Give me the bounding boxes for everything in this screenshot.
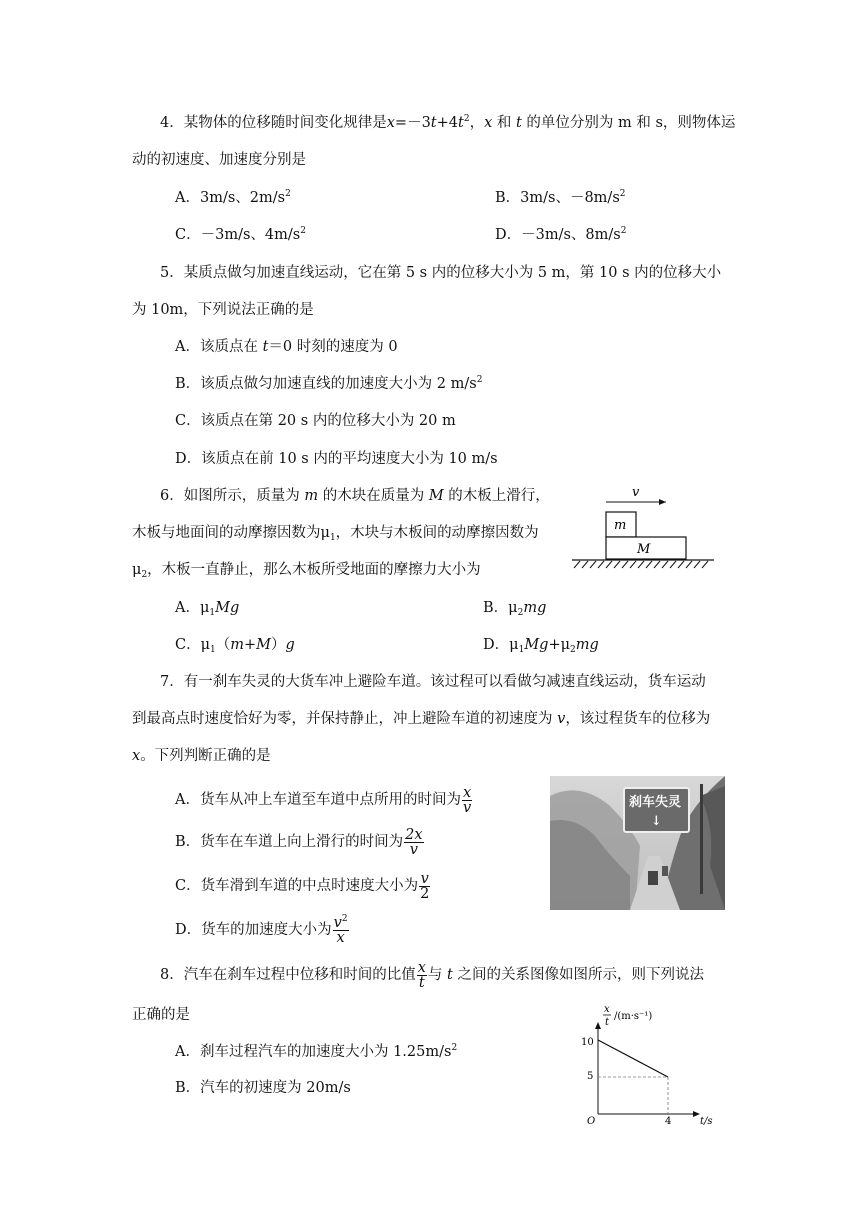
q4-stem-line1 <box>160 113 735 133</box>
block-m-label: m <box>614 518 627 533</box>
q4-option-c[interactable] <box>175 225 306 245</box>
option-text: A．3m/s、2m/s <box>175 190 286 206</box>
q4-option-a[interactable] <box>175 188 291 208</box>
q5-option-c[interactable]: C．该质点在第 20 s 内的位移大小为 20 m <box>175 413 456 429</box>
q6-stem-text: 6．如图所示，质量为 <box>160 488 305 504</box>
option-expr: Mg <box>215 600 240 616</box>
option-expr: mg <box>575 637 599 653</box>
q6-stem-text: 木板与地面间的动摩擦因数为 <box>132 525 321 541</box>
y-tick-5: 5 <box>587 1071 594 1082</box>
option-text: C．－3m/s、4m/s <box>175 227 301 243</box>
option-label: D． <box>483 637 510 653</box>
eq-part: +4 <box>436 115 458 131</box>
option-text: B．货车在车道上向上滑行的时间为 <box>175 834 404 850</box>
q4-option-d[interactable] <box>495 225 626 245</box>
q6-option-d[interactable] <box>483 635 599 655</box>
subscript: 2 <box>141 570 148 580</box>
board-M-label: M <box>637 542 651 557</box>
y-axis-arrow-icon <box>595 1022 601 1029</box>
q6-stem-text: ，木块与木板间的动摩擦因数为 <box>335 525 539 541</box>
mu-symbol: μ <box>509 637 519 653</box>
option-label: C． <box>175 637 201 653</box>
q4-stem-line2: 动的初速度、加速度分别是 <box>132 152 306 168</box>
subscript: 2 <box>517 608 524 618</box>
exponent: 2 <box>451 1043 458 1053</box>
y-axis-unit: /(m·s⁻¹) <box>614 1011 653 1022</box>
velocity-label: v <box>632 485 640 500</box>
t-symbol: t <box>262 339 269 355</box>
numerator: x <box>462 784 472 801</box>
exponent: 2 <box>341 913 348 924</box>
xt-graph <box>570 1000 730 1130</box>
q7-stem-text: 到最高点时速度恰好为零，并保持静止，冲上避险车道的初速度为 <box>132 711 558 727</box>
q7-stem-line1: 7．有一刹车失灵的大货车冲上避险车道。该过程可以看做匀减速直线运动，货车运动 <box>160 674 706 690</box>
numerator: x <box>417 959 426 976</box>
y-frac-den: t <box>605 1017 610 1028</box>
q7-stem-line2 <box>132 709 710 729</box>
q8-option-b[interactable]: B．汽车的初速度为 20m/s <box>175 1080 351 1096</box>
option-text: B．该质点做匀加速直线的加速度大小为 2 m/s <box>175 376 477 392</box>
fraction <box>417 961 427 990</box>
subscript: 2 <box>570 645 576 655</box>
mu-symbol: μ <box>508 600 518 616</box>
option-label: A． <box>175 600 200 616</box>
q5-option-a[interactable] <box>175 337 398 357</box>
q5-stem-line1: 5．某质点做匀加速直线运动，它在第 5 s 内的位移大小为 5 m，第 10 s 内的位移大小 <box>160 265 722 281</box>
q4-stem-text: 和 <box>492 115 516 131</box>
option-text: A．货车从冲上车道至车道中点所用的时间为 <box>175 792 461 808</box>
option-text: ＝0 时刻的速度为 0 <box>268 339 398 355</box>
x-symbol: x <box>132 748 141 764</box>
option-text: A．刹车过程汽车的加速度大小为 1.25m/s <box>175 1044 452 1060</box>
arrow-head-icon <box>659 499 666 505</box>
q7-stem-text: ，该过程货车的位移为 <box>565 711 711 727</box>
option-text: A．该质点在 <box>175 339 263 355</box>
q6-option-a[interactable] <box>175 598 239 618</box>
runaway-ramp-photo <box>550 776 725 910</box>
fraction <box>333 913 349 946</box>
option-expr: mg <box>523 600 547 616</box>
v-symbol: v <box>557 711 566 727</box>
ground-hatching <box>574 561 708 568</box>
subscript: 1 <box>518 645 525 655</box>
eq-t: t <box>458 115 464 131</box>
q7-stem-line3 <box>132 746 271 766</box>
mu-symbol: μ <box>199 600 210 616</box>
subscript: 1 <box>209 608 216 618</box>
y-tick-10: 10 <box>581 1037 594 1048</box>
sign-text: 刹车失灵 <box>629 795 682 810</box>
t-symbol: t <box>515 115 522 131</box>
q6-stem-text: 的木板上滑行， <box>443 488 550 504</box>
option-expr: Mg <box>524 637 549 653</box>
q6-stem-text: 的木块在质量为 <box>318 488 429 504</box>
q5-stem-line2: 为 10m，下列说法正确的是 <box>132 302 314 318</box>
mu-symbol: μ <box>200 637 211 653</box>
q8-stem-line2: 正确的是 <box>132 1007 190 1023</box>
q6-stem-text: ，木板一直静止，那么木板所受地面的摩擦力大小为 <box>147 562 481 578</box>
M-symbol: M <box>428 488 444 504</box>
mu-symbol: μ <box>132 562 142 578</box>
q5-option-d[interactable]: D．该质点在前 10 s 内的平均速度大小为 10 m/s <box>175 451 498 467</box>
numerator <box>333 913 349 931</box>
q6-option-b[interactable] <box>483 598 546 618</box>
eq-t: t <box>430 115 437 131</box>
exponent: 2 <box>300 226 306 236</box>
down-arrow-icon: ↓ <box>651 814 662 829</box>
blocks-figure <box>568 480 718 572</box>
subscript: 1 <box>329 533 336 543</box>
eq-x: x <box>386 115 395 131</box>
option-text: C．货车滑到车道的中点时速度大小为 <box>175 878 419 894</box>
x-symbol: x <box>484 115 493 131</box>
option-text: D．－3m/s、8m/s <box>495 227 621 243</box>
q7-stem-text: 。下列判断正确的是 <box>140 748 271 764</box>
paren: ） <box>271 637 286 653</box>
option-expr: m+M <box>230 637 272 653</box>
q8-option-a[interactable] <box>175 1042 457 1062</box>
t-symbol: t <box>447 967 453 983</box>
fraction <box>419 872 430 901</box>
fraction <box>404 828 423 857</box>
exponent: 2 <box>620 226 627 236</box>
q7-option-c[interactable] <box>175 869 431 903</box>
x-tick-4: 4 <box>665 1116 672 1127</box>
subscript: 1 <box>210 645 216 655</box>
mu-symbol: μ <box>560 637 571 653</box>
q6-stem-line3 <box>132 560 481 580</box>
y-frac-num: x <box>604 1004 610 1015</box>
v-symbol: v <box>333 914 342 931</box>
q4-stem-text: 的单位分别为 m 和 s，则物体运 <box>521 115 736 131</box>
q4-option-b[interactable] <box>495 188 626 208</box>
q6-option-c[interactable] <box>175 635 295 655</box>
numerator: v <box>420 870 429 887</box>
option-text: D．货车的加速度大小为 <box>175 922 332 938</box>
denominator: 2 <box>420 885 430 902</box>
q8-stem-text: 8．汽车在刹车过程中位移和时间的比值 <box>160 967 416 983</box>
fraction <box>462 786 472 815</box>
option-text: B．3m/s、－8m/s <box>495 190 620 206</box>
m-symbol: m <box>304 488 319 504</box>
q7-option-d[interactable] <box>175 913 350 947</box>
exponent: 2 <box>619 189 626 199</box>
q7-option-a[interactable] <box>175 783 473 817</box>
origin-label: O <box>587 1116 596 1127</box>
punct: ， <box>469 115 485 131</box>
q8-stem-text: 之间的关系图像如图所示，则下列说法 <box>452 967 704 983</box>
denominator: v <box>409 841 418 858</box>
series-line <box>598 1040 668 1077</box>
mu-symbol: μ <box>320 525 330 541</box>
x-axis-arrow-icon <box>693 1111 700 1117</box>
exponent: 2 <box>476 375 483 385</box>
q5-option-b[interactable] <box>175 374 482 394</box>
eq-exponent: 2 <box>463 114 470 124</box>
eq-part: =－3 <box>394 115 431 131</box>
exponent: 2 <box>285 189 291 199</box>
q7-option-b[interactable] <box>175 825 425 859</box>
plus: + <box>548 637 561 653</box>
paren: （ <box>215 637 231 653</box>
option-expr: g <box>285 637 295 653</box>
q6-stem-line2 <box>132 523 539 543</box>
q8-stem-line1 <box>160 958 704 992</box>
q6-stem-line1 <box>160 486 550 506</box>
numerator: 2x <box>405 826 423 843</box>
option-label: B． <box>483 600 509 616</box>
x-axis-label: t/s <box>700 1116 713 1127</box>
denominator: v <box>462 799 472 816</box>
q4-stem-text: 4．某物体的位移随时间变化规律是 <box>160 115 387 131</box>
q8-stem-text: 与 <box>427 967 448 983</box>
denominator: t <box>418 974 425 991</box>
denominator: x <box>336 929 345 946</box>
